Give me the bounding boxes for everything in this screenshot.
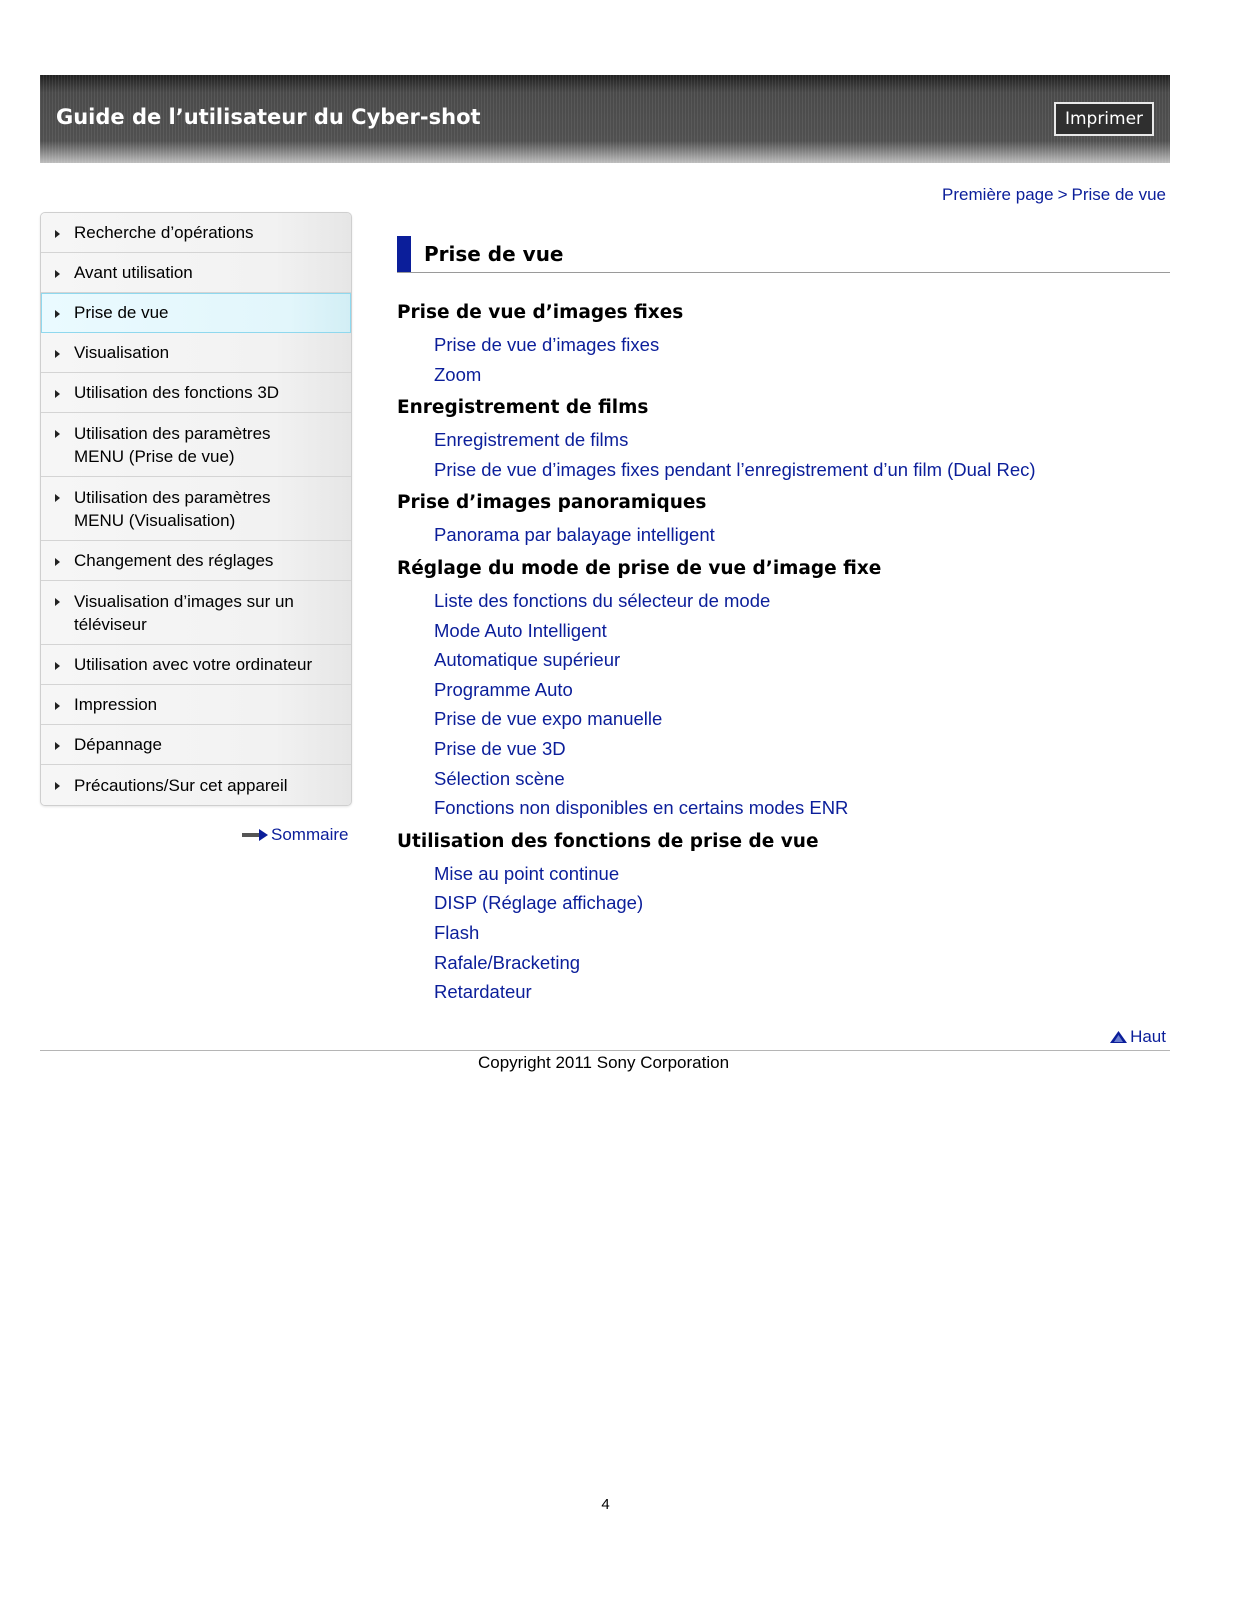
content-groups xyxy=(397,298,1177,1011)
topic-link[interactable]: Mise au point continue xyxy=(434,862,620,884)
topic-link[interactable]: Prise de vue 3D xyxy=(434,737,566,759)
triangle-right-icon xyxy=(55,598,60,606)
topic-link[interactable]: Programme Auto xyxy=(434,678,573,700)
sidebar-item[interactable] xyxy=(41,541,351,581)
topic-link[interactable]: Fonctions non disponibles en certains modes ENR xyxy=(434,797,849,819)
triangle-right-icon xyxy=(55,230,60,238)
sidebar-item[interactable] xyxy=(41,213,351,253)
sidebar-item-label: Visualisation xyxy=(74,343,170,362)
group-link-list xyxy=(434,425,1177,484)
triangle-right-icon xyxy=(55,430,60,438)
topic-link[interactable]: Prise de vue expo manuelle xyxy=(434,708,663,730)
triangle-right-icon xyxy=(55,662,60,670)
sidebar-item[interactable] xyxy=(41,293,351,333)
triangle-right-icon xyxy=(55,310,60,318)
topic-link[interactable]: Rafale/Bracketing xyxy=(434,951,581,973)
back-to-top-label: Haut xyxy=(1130,1027,1166,1046)
triangle-right-icon xyxy=(55,558,60,566)
sidebar-item-label: Recherche d’opérations xyxy=(74,223,254,242)
sidebar-item[interactable] xyxy=(41,253,351,293)
sidebar-item[interactable] xyxy=(41,477,351,541)
breadcrumb-current-link[interactable]: Prise de vue xyxy=(1071,185,1166,204)
sidebar-item-label: Précautions/Sur cet appareil xyxy=(74,775,288,795)
sidebar-item-label: Utilisation des fonctions 3D xyxy=(74,383,280,402)
sidebar-item-label: Dépannage xyxy=(74,735,162,754)
footer-divider xyxy=(40,1050,1170,1051)
page-number: 4 xyxy=(601,1496,610,1513)
triangle-right-icon xyxy=(55,350,60,358)
sidebar-item-label: Changement des réglages xyxy=(74,551,274,570)
topic-link[interactable]: Automatique supérieur xyxy=(434,649,621,671)
copyright-text: Copyright 2011 Sony Corporation xyxy=(477,1053,730,1072)
breadcrumb xyxy=(942,185,1166,205)
sidebar-nav xyxy=(40,212,352,806)
topic-link[interactable]: Prise de vue d’images fixes xyxy=(434,334,660,355)
print-button[interactable]: Imprimer xyxy=(1054,102,1154,136)
arrow-right-icon xyxy=(242,829,268,841)
section-title xyxy=(397,236,1170,273)
breadcrumb-home-link[interactable]: Première page xyxy=(942,185,1054,204)
breadcrumb-separator: > xyxy=(1057,185,1068,204)
group-link-list xyxy=(434,520,1177,550)
summary-label: Sommaire xyxy=(271,825,349,844)
topic-link[interactable]: Retardateur xyxy=(434,981,532,1003)
sidebar-item-label: Avant utilisation xyxy=(74,263,193,282)
topic-link[interactable]: Zoom xyxy=(434,363,482,385)
sidebar-item[interactable] xyxy=(41,765,351,805)
group-heading: Réglage du mode de prise de vue d’image fixe xyxy=(397,557,882,579)
back-to-top-link[interactable] xyxy=(1110,1027,1166,1047)
sidebar-item[interactable] xyxy=(41,645,351,685)
topic-link[interactable]: Flash xyxy=(434,921,480,943)
topic-link[interactable]: Prise de vue d’images fixes pendant l’enregistrement d’un film (Dual Rec) xyxy=(434,458,1036,480)
group-heading: Enregistrement de films xyxy=(397,397,649,419)
title-accent-bar xyxy=(397,236,411,272)
topic-link[interactable]: DISP (Réglage affichage) xyxy=(434,892,644,914)
summary-link[interactable] xyxy=(242,825,348,845)
triangle-right-icon xyxy=(55,782,60,790)
group-link-list xyxy=(434,586,1177,823)
topic-link[interactable]: Sélection scène xyxy=(434,767,565,789)
page-title: Prise de vue xyxy=(424,242,564,266)
sidebar-item[interactable] xyxy=(41,373,351,413)
group-link-list xyxy=(434,859,1177,1007)
topic-link[interactable]: Panorama par balayage intelligent xyxy=(434,524,715,546)
topic-link[interactable]: Enregistrement de films xyxy=(434,429,629,451)
triangle-right-icon xyxy=(55,494,60,502)
triangle-right-icon xyxy=(55,702,60,710)
guide-title: Guide de l’utilisateur du Cyber-shot xyxy=(56,105,481,129)
group-heading: Prise de vue d’images fixes xyxy=(397,302,684,323)
group-link-list xyxy=(434,330,1177,389)
sidebar-item-label: Impression xyxy=(74,695,158,714)
triangle-up-icon xyxy=(1110,1031,1127,1043)
group-heading: Prise d’images panoramiques xyxy=(397,492,707,514)
topic-link[interactable]: Mode Auto Intelligent xyxy=(434,619,607,641)
sidebar-item[interactable] xyxy=(41,725,351,765)
triangle-right-icon xyxy=(55,742,60,750)
sidebar-item-label: Utilisation avec votre ordinateur xyxy=(74,655,313,674)
header-banner xyxy=(40,75,1170,163)
sidebar-item-label: Utilisation des paramètres MENU (Prise de vue) xyxy=(74,423,271,466)
sidebar-item-label: Utilisation des paramètres MENU (Visualisation) xyxy=(74,487,271,530)
triangle-right-icon xyxy=(55,390,60,398)
topic-link[interactable]: Liste des fonctions du sélecteur de mode xyxy=(434,589,771,611)
sidebar-item[interactable] xyxy=(41,581,351,645)
sidebar-item-label: Prise de vue xyxy=(74,303,169,322)
sidebar-item-label: Visualisation d’images sur un téléviseur xyxy=(74,591,294,634)
triangle-right-icon xyxy=(55,270,60,278)
sidebar-item[interactable] xyxy=(41,413,351,477)
sidebar-item[interactable] xyxy=(41,333,351,373)
group-heading: Utilisation des fonctions de prise de vue xyxy=(397,830,819,852)
sidebar-item[interactable] xyxy=(41,685,351,725)
